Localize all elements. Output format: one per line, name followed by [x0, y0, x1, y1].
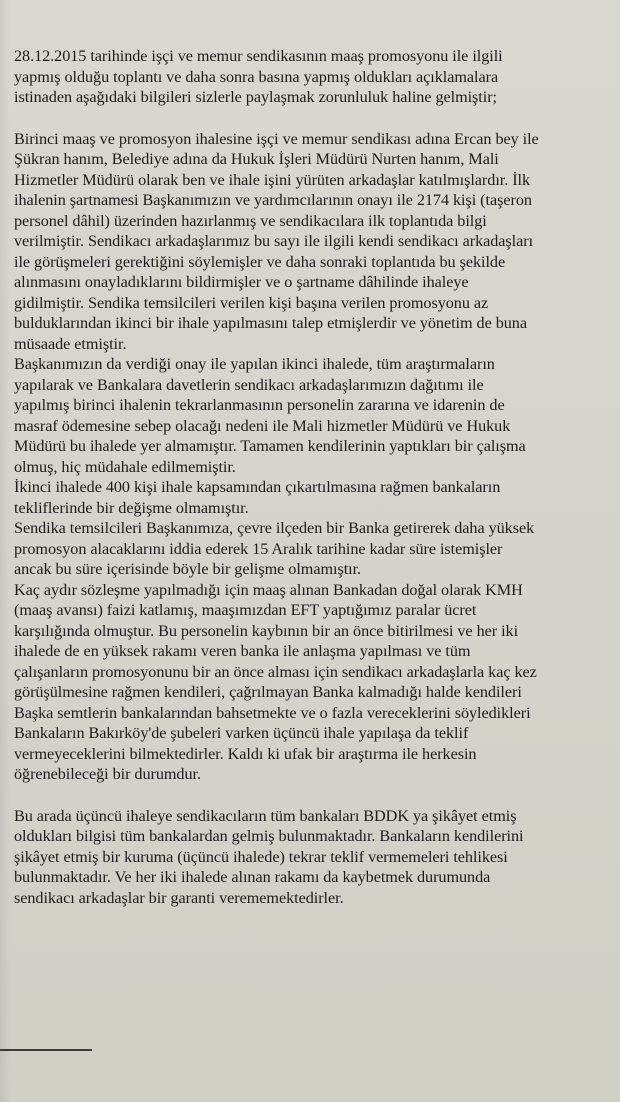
paragraph-union-representatives: Sendika temsilcileri Başkanımıza, çevre ilçeden bir Banka getirerek daha yüksek promosyon alacaklarını iddia ederek 15 Aralık tarihine kadar süre istemişler ancak bu süre içerisinde böyle bir gelişme olmamıştır.	[14, 519, 535, 578]
paragraph-third-tender: Bu arada üçüncü ihaleye sendikacıların tüm bankaları BDDK ya şikâyet etmiş oldukları bilgisi tüm bankalardan gelmiş bulunmaktadır. Bankaların kendilerini şikâyet etmiş bir kuruma (üçüncü ihalede) tekrar teklif vermemeleri tehlikesi bulunmaktadır. Ve her iki ihalede alınan rakamı da kaybetmek durumunda sendikacı arkadaşlar bir garanti verememektedirler.	[14, 806, 524, 907]
paragraph-intro: 28.12.2015 tarihinde işçi ve memur sendikasının maaş promosyonu ile ilgili yapmış olduğu toplantı ve daha sonra basına yapmış oldukları açıklamalara istinaden aşağıdaki bilgileri sizlerle paylaşmak zorunluluk haline gelmiştir;	[14, 47, 503, 106]
bottom-rule	[0, 1049, 92, 1051]
paragraph-first-tender: Birinci maaş ve promosyon ihalesine işçi ve memur sendikası adına Ercan bey ile Şükran hanım, Belediye adına da Hukuk İşleri Müdürü Nurten hanım, Mali Hizmetler Müdürü olarak ben ve ihale işini yürüten arkadaşlar katılmışlardır. İlk ihalenin şartnamesi Başkanımızın ve yardımcılarının onayı ile 2174 kişi (taşeron personel dâhil) üzerinden hazırlanmış ve sendikacılara ilk toplantıda bilgi verilmiştir. Sendikacı arkadaşlarımız bu sayı ile ilgili kendi sendikacı arkadaşları ile görüşmeleri gerektiğini söylemişler ve daha sonraki toplantıda bu şekilde alınmasını onayladıklarını bildirmişler ve o şartname dâhilinde ihaleye gidilmiştir. Sendika temsilcileri verilen kişi başına verilen promosyonu az bulduklarından ikinci bir ihale yapılmasını talep etmişlerdir ve yönetim de buna müsaade etmiştir.	[14, 129, 539, 353]
paragraph-kmh: Kaç aydır sözleşme yapılmadığı için maaş alınan Bankadan doğal olarak KMH (maaş avansı) faizi katlamış, maaşımızdan EFT yaptığımız paralar ücret karşılığında olmuştur. Bu personelin kaybının bir an önce bitirilmesi ve her iki ihalede de en yüksek rakamı veren banka ile anlaşma yapılması ve tüm çalışanların promosyonunu bir an önce alması için sendikacı arkadaşlarla kaç kez görüşülmesine rağmen kendileri, çağrılmayan Banka kalmadığı halde kendileri Başka semtlerin bankalarından bahsetmekte ve o fazla vereceklerini söyledikleri Bankaların Bakırköy'de şubeleri varken üçüncü ihale yapılaşa da teklif vermeyeceklerini bilmektedirler. Kaldı ki ufak bir araştırma ile herkesin öğrenebileceği bir durumdur.	[14, 580, 537, 783]
paragraph-second-tender: Başkanımızın da verdiği onay ile yapılan ikinci ihalede, tüm araştırmaların yapılarak ve Bankalara davetlerin sendikacı arkadaşlarımızın dağıtımı ile yapılmış birinci ihalenin tekrarlanmasının personelin zararına ve idarenin de masraf ödemesine sebep olacağı nedeni ile Mali hizmetler Müdürü ve Hukuk Müdürü bu ihalede yer almamıştır. Tamamen kendilerinin yaptıkları bir çalışma olmuş, hiç müdahale edilmemiştir.	[14, 355, 526, 476]
paragraph-400-people: İkinci ihalede 400 kişi ihale kapsamından çıkartılmasına rağmen bankaların tekliflerinde bir değişme olmamıştır.	[14, 478, 501, 517]
